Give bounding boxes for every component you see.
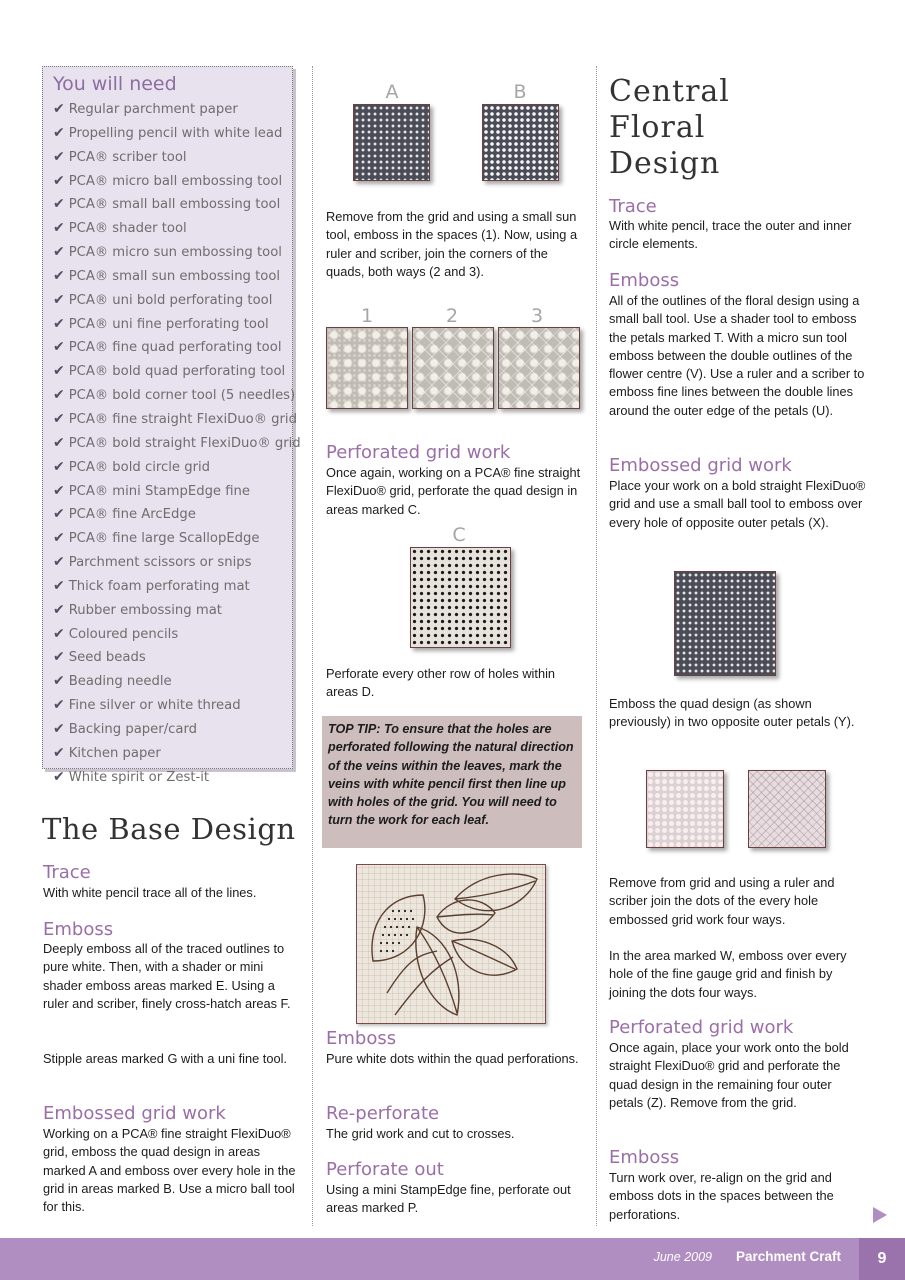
figure-label-c: C bbox=[452, 524, 466, 546]
base-grid-text: Working on a PCA® fine straight FlexiDuo® grid, emboss the quad design in areas marked A and emboss over every hole in the grid in areas marked B. Use a micro ball tool for this. bbox=[43, 1126, 296, 1215]
page-number: 9 bbox=[859, 1238, 905, 1280]
materials-list-item bbox=[53, 503, 282, 527]
materials-list-item-label: PCA® fine ArcEdge bbox=[68, 507, 196, 523]
materials-list-item bbox=[53, 527, 282, 551]
figure-label-1: 1 bbox=[360, 305, 374, 327]
grid-sample-a bbox=[353, 104, 430, 181]
you-will-need-title: You will need bbox=[53, 73, 177, 95]
materials-list-item bbox=[53, 241, 282, 265]
grid-sample-y1 bbox=[646, 770, 724, 848]
checkmark-icon: ✔ bbox=[53, 172, 65, 189]
materials-list-item-label: Kitchen paper bbox=[68, 745, 161, 761]
base-grid-heading: Embossed grid work bbox=[43, 1103, 226, 1124]
leaf-drawing bbox=[357, 865, 545, 1023]
materials-list-item-label: Rubber embossing mat bbox=[68, 602, 222, 618]
materials-list-item bbox=[53, 98, 282, 122]
checkmark-icon: ✔ bbox=[53, 291, 65, 308]
materials-list-item bbox=[53, 336, 282, 360]
checkmark-icon: ✔ bbox=[53, 506, 65, 523]
grid-sample-c bbox=[410, 547, 511, 648]
right-grid-heading: Embossed grid work bbox=[609, 455, 792, 476]
checkmark-icon: ✔ bbox=[53, 458, 65, 475]
central-floral-title-line2: Floral bbox=[609, 110, 706, 145]
materials-list-item-label: PCA® fine straight FlexiDuo® grid bbox=[68, 411, 297, 427]
magazine-name: Parchment Craft bbox=[735, 1249, 841, 1264]
column-divider bbox=[312, 66, 313, 1226]
checkmark-icon: ✔ bbox=[53, 220, 65, 237]
perfout-text: Using a mini StampEdge fine, perforate out areas marked P. bbox=[326, 1182, 571, 1216]
checkmark-icon: ✔ bbox=[53, 768, 65, 785]
checkmark-icon: ✔ bbox=[53, 196, 65, 213]
leaf-illustration bbox=[356, 864, 546, 1024]
right-trace-heading: Trace bbox=[609, 196, 657, 217]
grid-sample-3 bbox=[498, 327, 580, 409]
materials-list-item bbox=[53, 313, 282, 337]
materials-list-item-label: PCA® shader tool bbox=[68, 221, 187, 237]
checkmark-icon: ✔ bbox=[53, 363, 65, 380]
next-page-arrow-icon[interactable] bbox=[873, 1207, 887, 1223]
materials-list-item-label: Fine silver or white thread bbox=[68, 698, 241, 714]
materials-list-item-label: Parchment scissors or snips bbox=[68, 555, 252, 571]
base-design-title: The Base Design bbox=[42, 812, 296, 846]
materials-list-item-label: PCA® small sun embossing tool bbox=[68, 268, 281, 284]
checkmark-icon: ✔ bbox=[53, 720, 65, 737]
materials-list-item bbox=[53, 217, 282, 241]
issue-date: June 2009 bbox=[653, 1250, 712, 1264]
base-trace-heading: Trace bbox=[43, 862, 91, 883]
materials-list-item-label: Thick foam perforating mat bbox=[68, 578, 250, 594]
top-tip-box: TOP TIP: To ensure that the holes are perforated following the natural direction of the veins within the leaves, mark the veins with white pencil first then line up with holes of the grid. You will need to turn the work for each leaf. bbox=[322, 716, 582, 848]
figure-label-3: 3 bbox=[530, 305, 544, 327]
materials-list bbox=[53, 98, 301, 789]
materials-list-item-label: PCA® small ball embossing tool bbox=[68, 197, 281, 213]
materials-list-item bbox=[53, 408, 297, 432]
materials-list-item-label: PCA® uni bold perforating tool bbox=[68, 292, 273, 308]
materials-list-item bbox=[53, 289, 282, 313]
checkmark-icon: ✔ bbox=[53, 124, 65, 141]
materials-list-item bbox=[53, 456, 282, 480]
materials-list-item-label: Propelling pencil with white lead bbox=[68, 125, 283, 141]
materials-list-item bbox=[53, 432, 301, 456]
materials-list-item-label: PCA® bold straight FlexiDuo® grid bbox=[68, 435, 301, 451]
materials-list-item-label: PCA® fine large ScallopEdge bbox=[68, 531, 260, 547]
page-footer bbox=[0, 1238, 905, 1280]
figure-label-2: 2 bbox=[445, 305, 459, 327]
quad-design-text: Emboss the quad design (as shown previously) in two opposite outer petals (Y). bbox=[609, 696, 855, 730]
base-trace-text: With white pencil trace all of the lines. bbox=[43, 885, 257, 900]
checkmark-icon: ✔ bbox=[53, 387, 65, 404]
materials-list-item-label: Seed beads bbox=[68, 650, 146, 666]
materials-list-item bbox=[53, 170, 282, 194]
materials-list-item-label: PCA® micro ball embossing tool bbox=[68, 173, 283, 189]
materials-list-item bbox=[53, 122, 282, 146]
checkmark-icon: ✔ bbox=[53, 530, 65, 547]
checkmark-icon: ✔ bbox=[53, 554, 65, 571]
materials-list-item-label: PCA® mini StampEdge fine bbox=[68, 483, 251, 499]
right-emboss2-heading: Emboss bbox=[609, 1147, 680, 1168]
materials-list-item-label: PCA® bold circle grid bbox=[68, 459, 211, 475]
middle-perf-heading: Perforated grid work bbox=[326, 442, 511, 463]
checkmark-icon: ✔ bbox=[53, 601, 65, 618]
checkmark-icon: ✔ bbox=[53, 101, 65, 117]
remove-grid-text: Remove from the grid and using a small sun tool, emboss in the spaces (1). Now, using a ruler and scriber, join the corners of the quads, both ways (2 and 3). bbox=[326, 209, 578, 279]
central-floral-title-line1: Central bbox=[609, 74, 730, 109]
grid-sample-y2 bbox=[748, 770, 826, 848]
column-divider bbox=[596, 66, 597, 1226]
checkmark-icon: ✔ bbox=[53, 744, 65, 761]
area-w-text: In the area marked W, emboss over every hole of the fine gauge grid and finish by joining the dots four ways. bbox=[609, 948, 847, 1000]
checkmark-icon: ✔ bbox=[53, 148, 65, 165]
base-emboss-heading: Emboss bbox=[43, 919, 114, 940]
right-emboss-text: All of the outlines of the floral design using a small ball tool. Use a shader tool to emboss the petals marked T. With a micro sun tool emboss between the double outlines of the flower centre (V). Use a ruler and a scriber to emboss fine lines between the double lines around the outer edge of the petals (U). bbox=[609, 293, 865, 418]
grid-sample-2 bbox=[412, 327, 494, 409]
checkmark-icon: ✔ bbox=[53, 577, 65, 594]
materials-list-item-label: PCA® uni fine perforating tool bbox=[68, 316, 269, 332]
right-emboss-heading: Emboss bbox=[609, 270, 680, 291]
materials-list-item bbox=[53, 670, 282, 694]
materials-list-item-label: Regular parchment paper bbox=[68, 102, 238, 117]
checkmark-icon: ✔ bbox=[53, 339, 65, 356]
materials-list-item bbox=[53, 360, 286, 384]
right-perf-heading: Perforated grid work bbox=[609, 1017, 794, 1038]
checkmark-icon: ✔ bbox=[53, 625, 65, 642]
right-perf-text: Once again, place your work onto the bold straight FlexiDuo® grid and perforate the quad design in the remaining four outer petals (Z). Remove from the grid. bbox=[609, 1040, 849, 1110]
base-emboss-text-1: Deeply emboss all of the traced outlines to pure white. Then, with a shader or mini shader emboss areas marked E. Using a ruler and scriber, finely cross-hatch areas F. bbox=[43, 941, 291, 1011]
reperf-heading: Re-perforate bbox=[326, 1103, 440, 1124]
checkmark-icon: ✔ bbox=[53, 673, 65, 690]
materials-list-item bbox=[53, 599, 282, 623]
checkmark-icon: ✔ bbox=[53, 244, 65, 261]
right-emboss2-text: Turn work over, re-align on the grid and emboss dots in the spaces between the perforations. bbox=[609, 1170, 834, 1222]
materials-list-item-label: PCA® bold quad perforating tool bbox=[68, 364, 286, 380]
you-will-need-box bbox=[42, 66, 301, 785]
grid-sample-x bbox=[674, 571, 776, 676]
materials-list-item-label: Beading needle bbox=[68, 674, 172, 690]
materials-list-item bbox=[53, 193, 282, 217]
middle-emboss-heading: Emboss bbox=[326, 1028, 397, 1049]
materials-list-item bbox=[53, 623, 282, 647]
right-trace-text: With white pencil, trace the outer and inner circle elements. bbox=[609, 218, 852, 252]
checkmark-icon: ✔ bbox=[53, 697, 65, 714]
materials-list-item bbox=[53, 146, 282, 170]
figure-label-a: A bbox=[385, 81, 399, 103]
checkmark-icon: ✔ bbox=[53, 315, 65, 332]
checkmark-icon: ✔ bbox=[53, 410, 65, 427]
checkmark-icon: ✔ bbox=[53, 482, 65, 499]
right-remove-text: Remove from grid and using a ruler and scriber join the dots of the every hole embossed grid work four ways. bbox=[609, 875, 835, 927]
perfout-heading: Perforate out bbox=[326, 1159, 444, 1180]
base-emboss-text-2: Stipple areas marked G with a uni fine tool. bbox=[43, 1051, 287, 1066]
central-floral-title-line3: Design bbox=[609, 146, 721, 181]
checkmark-icon: ✔ bbox=[53, 267, 65, 284]
materials-list-item bbox=[53, 551, 282, 575]
grid-sample-b bbox=[482, 104, 559, 181]
materials-list-item bbox=[53, 480, 282, 504]
materials-list-item-label: Backing paper/card bbox=[68, 721, 198, 737]
materials-list-item bbox=[53, 694, 282, 718]
perf-row-text: Perforate every other row of holes within areas D. bbox=[326, 666, 556, 700]
materials-list-item-label: White spirit or Zest-it bbox=[68, 769, 210, 785]
materials-list-item-label: PCA® bold corner tool (5 needles) bbox=[68, 388, 296, 404]
materials-list-item bbox=[53, 718, 282, 742]
checkmark-icon: ✔ bbox=[53, 649, 65, 666]
checkmark-icon: ✔ bbox=[53, 434, 65, 451]
materials-list-item bbox=[53, 646, 282, 670]
grid-sample-1 bbox=[326, 327, 408, 409]
materials-list-item bbox=[53, 766, 282, 790]
reperf-text: The grid work and cut to crosses. bbox=[326, 1126, 515, 1141]
materials-list-item bbox=[53, 384, 296, 408]
materials-list-item-label: PCA® fine quad perforating tool bbox=[68, 340, 282, 356]
right-grid-text: Place your work on a bold straight FlexiDuo® grid and use a small ball tool to emboss over every hole of opposite outer petals (X). bbox=[609, 478, 866, 530]
figure-label-b: B bbox=[513, 81, 527, 103]
materials-list-item bbox=[53, 265, 282, 289]
middle-emboss-text: Pure white dots within the quad perforations. bbox=[326, 1051, 579, 1066]
middle-perf-text: Once again, working on a PCA® fine straight FlexiDuo® grid, perforate the quad design in areas marked C. bbox=[326, 465, 581, 517]
materials-list-item-label: PCA® scriber tool bbox=[68, 149, 187, 165]
materials-list-item-label: PCA® micro sun embossing tool bbox=[68, 245, 282, 261]
materials-list-item bbox=[53, 742, 282, 766]
materials-list-item bbox=[53, 575, 282, 599]
materials-list-item-label: Coloured pencils bbox=[68, 626, 179, 642]
